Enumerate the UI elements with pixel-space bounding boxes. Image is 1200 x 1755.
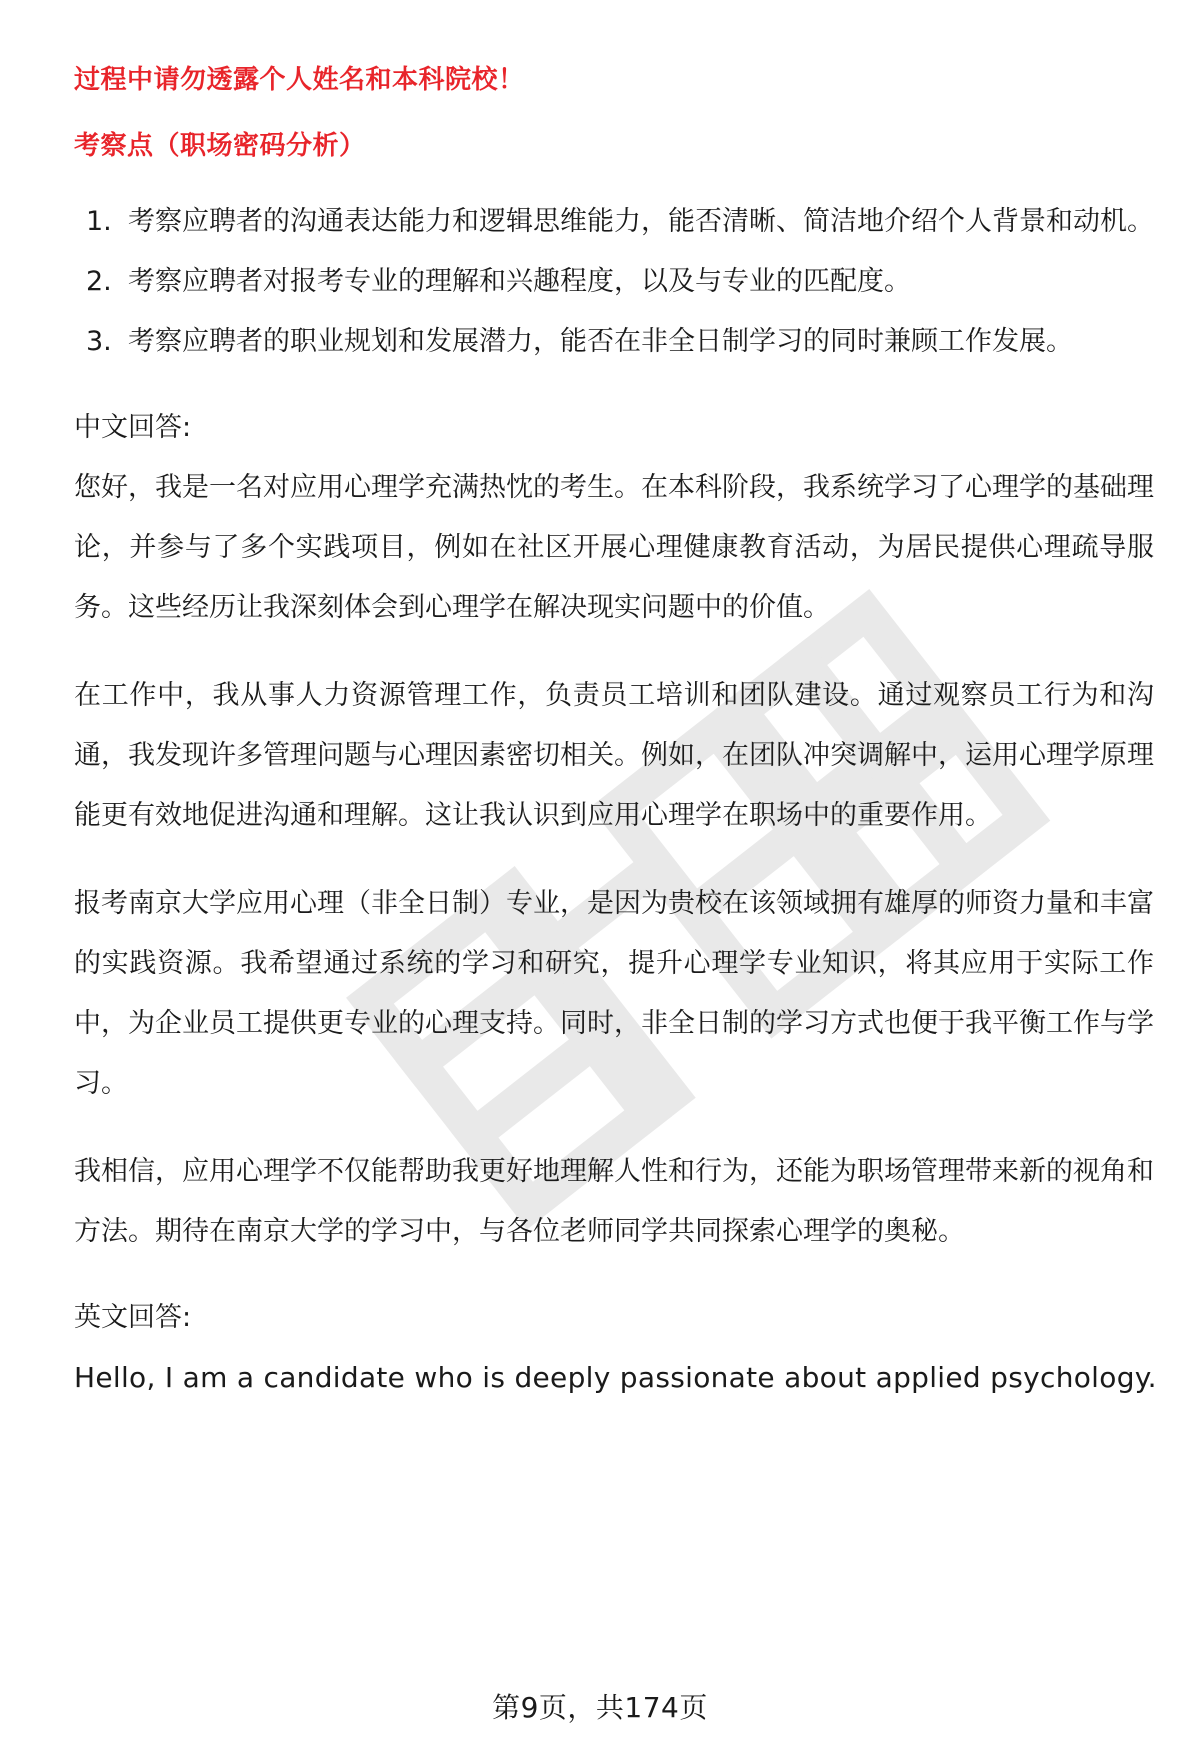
list-item [74,312,1154,372]
list-number: 3. [86,326,112,357]
chinese-answer-heading: 中文回答: [74,412,192,443]
list-item [74,252,1154,312]
list-item-text: 考察应聘者的职业规划和发展潜力，能否在非全日制学习的同时兼顾工作发展。 [128,326,1073,357]
list-item-text: 考察应聘者的沟通表达能力和逻辑思维能力，能否清晰、简洁地介绍个人背景和动机。 [128,206,1154,237]
list-number: 2. [86,266,112,297]
english-answer-heading: 英文回答: [74,1302,192,1333]
answer-paragraph: 报考南京大学应用心理（非全日制）专业，是因为贵校在该领域拥有雄厚的师资力量和丰富的实践资源。我希望通过系统的学习和研究，提升心理学专业知识，将其应用于实际工作中，为企业员工提供更专业的心理支持。同时，非全日制的学习方式也便于我平衡工作与学习。 [74,888,1154,1099]
privacy-notice: 过程中请勿透露个人姓名和本科院校！ [74,65,525,95]
assessment-points-list [74,192,1154,372]
list-item-text: 考察应聘者对报考专业的理解和兴趣程度，以及与专业的匹配度。 [128,266,911,297]
answer-paragraph: 您好，我是一名对应用心理学充满热忱的考生。在本科阶段，我系统学习了心理学的基础理论，并参与了多个实践项目，例如在社区开展心理健康教育活动，为居民提供心理疏导服务。这些经历让我深刻体会到心理学在解决现实问题中的价值。 [74,472,1154,623]
english-answer-text: Hello, I am a candidate who is deeply passionate about applied psychology. [74,1361,1157,1394]
answer-paragraph: 我相信，应用心理学不仅能帮助我更好地理解人性和行为，还能为职场管理带来新的视角和方法。期待在南京大学的学习中，与各位老师同学共同探索心理学的奥秘。 [74,1156,1154,1247]
page-number-footer: 第9页，共174页 [492,1691,708,1724]
list-item [74,192,1154,252]
document-page [74,58,1157,1408]
answer-paragraph: 在工作中，我从事人力资源管理工作，负责员工培训和团队建设。通过观察员工行为和沟通，我发现许多管理问题与心理因素密切相关。例如，在团队冲突调解中，运用心理学原理能更有效地促进沟通和理解。这让我认识到应用心理学在职场中的重要作用。 [74,680,1154,831]
list-number: 1. [86,206,112,237]
section-title: 考察点（职场密码分析） [74,131,366,161]
